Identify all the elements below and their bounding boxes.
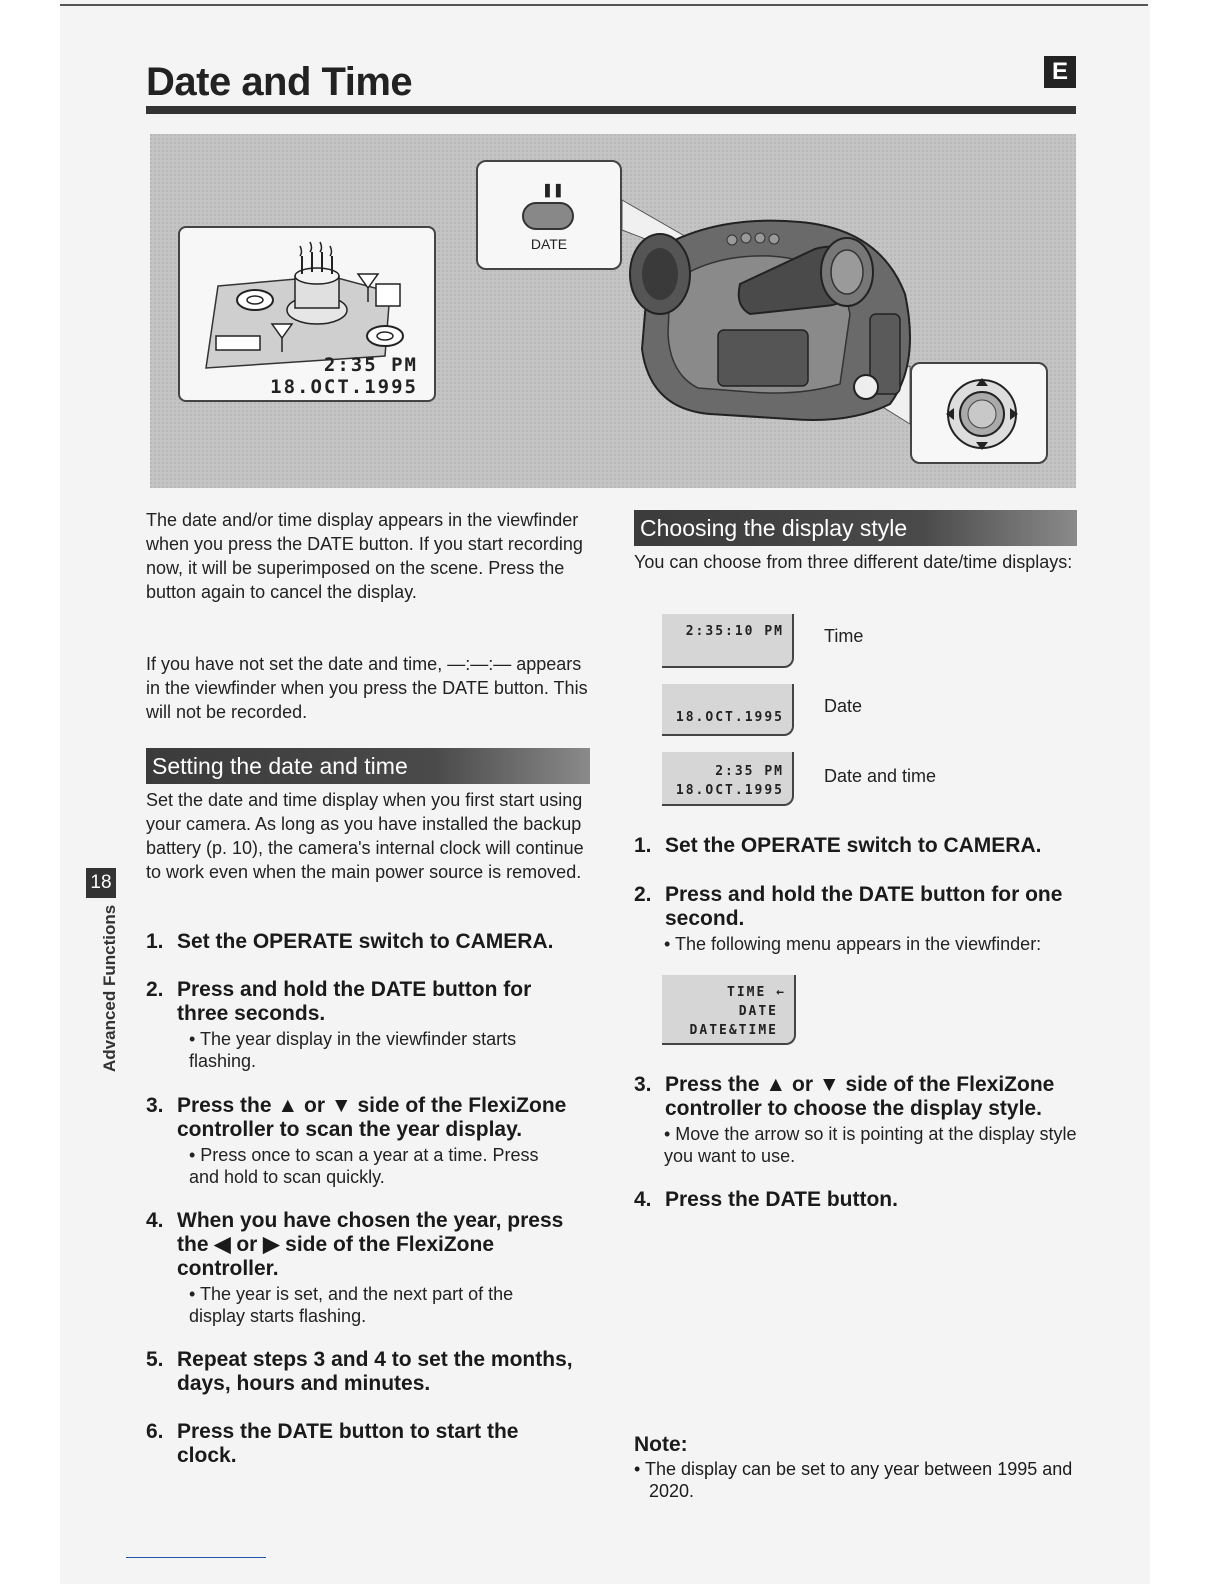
title-rule	[146, 106, 1076, 114]
step-text: Repeat steps 3 and 4 to set the months, days, hours and minutes.	[177, 1348, 573, 1395]
lcd-menu-time: TIME ←	[727, 985, 786, 1000]
step-number: 1.	[146, 930, 164, 953]
step-note: • Press once to scan a year at a time. Press and hold to scan quickly.	[189, 1145, 539, 1187]
step-text: Set the OPERATE switch to CAMERA.	[665, 834, 1042, 857]
display-label-time: Time	[824, 626, 864, 646]
viewfinder-display	[178, 226, 436, 402]
lcd-menu-date: DATE	[738, 1004, 778, 1019]
step-text: Press the DATE button.	[665, 1188, 898, 1211]
lcd-date	[662, 684, 794, 736]
lcd-menu-date-time: DATE&TIME	[689, 1023, 778, 1038]
lcd-time	[662, 614, 794, 668]
step-number: 4.	[146, 1209, 164, 1232]
step-note: • The year display in the viewfinder starts flashing.	[189, 1029, 517, 1071]
step-text: Press the ▲ or ▼ side of the FlexiZone controller to scan the year display.	[177, 1094, 567, 1141]
step-number: 2.	[634, 883, 652, 906]
step-number: 4.	[634, 1188, 652, 1211]
step-note: • The year is set, and the next part of the display starts flashing.	[189, 1284, 514, 1326]
viewfinder-date: 18.OCT.1995	[270, 376, 418, 398]
date-button[interactable]	[522, 202, 574, 230]
flexizone-controller-icon[interactable]	[912, 364, 1046, 462]
date-button-label: DATE	[530, 236, 568, 252]
section-title-display-style: Choosing the display style	[634, 510, 1077, 546]
chapter-title: Advanced Functions	[100, 904, 119, 1072]
step-note: • Move the arrow so it is pointing at the display style you want to use.	[664, 1124, 1077, 1166]
intro-paragraph-1: The date and/or time display appears in the viewfinder when you press the DATE button. If you start recording now, it will be superimposed on the scene. Press the button again to cancel the display.	[146, 510, 583, 602]
lcd-menu	[662, 975, 796, 1045]
note-title: Note:	[634, 1433, 688, 1456]
step-number: 1.	[634, 834, 652, 857]
step-text: Press the DATE button to start the clock.	[177, 1420, 519, 1467]
section-title-setting: Setting the date and time	[146, 748, 590, 784]
page-number: 18	[86, 868, 116, 898]
step-text: Press and hold the DATE button for one second.	[665, 883, 1063, 930]
step-text: Press and hold the DATE button for three seconds.	[177, 978, 532, 1025]
viewfinder-time: 2:35 PM	[323, 354, 418, 376]
step-number: 3.	[634, 1073, 652, 1096]
step-text: When you have chosen the year, press the ◀ or ▶ side of the FlexiZone controller.	[177, 1209, 564, 1280]
lcd-line: 2:35 PM	[715, 764, 784, 779]
language-badge: E	[1044, 56, 1076, 88]
footer-line	[126, 1557, 266, 1558]
display-style-intro: You can choose from three different date/time displays:	[634, 552, 1073, 572]
setting-paragraph: Set the date and time display when you first start using your camera. As long as you have installed the backup battery (p. 10), the camera's internal clock will continue to work even when the main power source is removed.	[146, 790, 584, 882]
lcd-line: 18.OCT.1995	[675, 783, 784, 798]
pause-icon: ❚❚	[542, 182, 564, 197]
flexizone-callout	[910, 362, 1048, 464]
display-label-date-time: Date and time	[824, 766, 937, 786]
lcd-line: 18.OCT.1995	[675, 710, 784, 725]
intro-paragraph-2: If you have not set the date and time, —:—:— appears in the viewfinder when you press the DATE button. This will not be recorded.	[146, 654, 588, 722]
step-number: 5.	[146, 1348, 164, 1371]
lcd-line: 2:35:10 PM	[685, 624, 784, 639]
date-button-callout	[476, 160, 622, 270]
display-label-date: Date	[824, 696, 863, 716]
page-title: Date and Time	[146, 60, 413, 104]
step-number: 6.	[146, 1420, 164, 1443]
lcd-date-time	[662, 752, 794, 806]
top-border	[60, 4, 1148, 6]
step-text: Set the OPERATE switch to CAMERA.	[177, 930, 554, 953]
step-number: 2.	[146, 978, 164, 1001]
step-text: Press the ▲ or ▼ side of the FlexiZone controller to choose the display style.	[665, 1073, 1055, 1120]
step-note: • The following menu appears in the viewfinder:	[664, 934, 1042, 954]
step-number: 3.	[146, 1094, 164, 1117]
note-text: • The display can be set to any year between 1995 and 2020.	[634, 1459, 1073, 1501]
